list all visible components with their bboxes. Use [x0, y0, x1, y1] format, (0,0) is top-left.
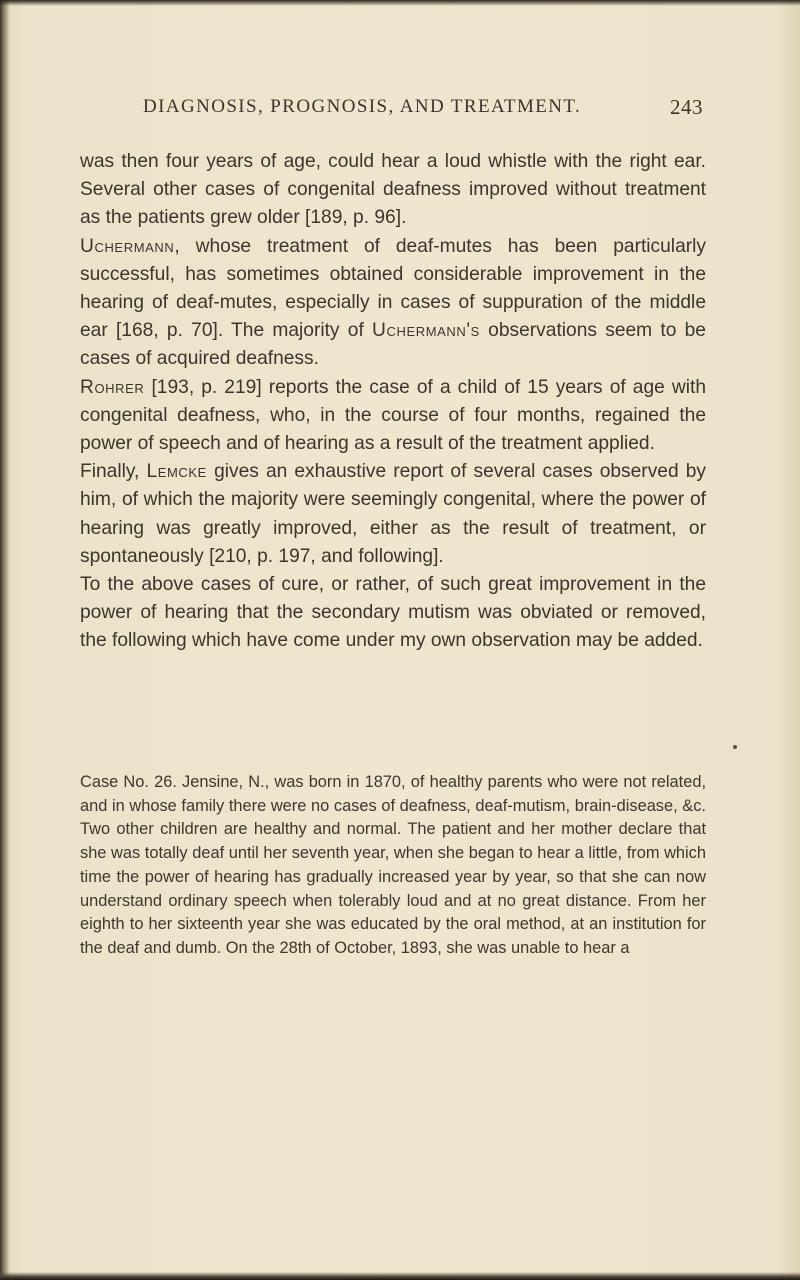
author-uchermann-possessive: Uchermann's [372, 320, 480, 342]
top-page-edge [0, 0, 800, 6]
page-number: 243 [670, 95, 703, 119]
paragraph-3-text: [193, p. 219] reports the case of a child of 15 years of age with congenital deafness, who, in the course of four months, regained the power of speech and of hearing as a result of the treatment applied. [80, 376, 706, 455]
spine-shadow [0, 0, 10, 1280]
running-head [143, 96, 703, 118]
paragraph-2-text-a: , whose treatment of deaf-mutes has been particularly successful, has sometimes obtained considerable improvement in the hearing of deaf-mutes, especially in cases of suppuration of the middle ear [168, p. 70]. The majority of [80, 235, 706, 342]
margin-speck [733, 745, 737, 749]
paragraph-1 [80, 148, 706, 233]
author-lemcke: Lemcke [146, 461, 207, 483]
paragraph-1-text: was then four years of age, could hear a loud whistle with the right ear. Several other cases of congenital deafness improved without treatment as the patients grew older [189, p. 96]. [80, 151, 706, 229]
paragraph-4 [80, 458, 706, 571]
case-26-paragraph: Case No. 26. Jensine, N., was born in 1870, of healthy parents who were not related, and in whose family there were no cases of deafness, deaf-mutism, brain-disease, &c. Two other children are healthy and normal. The patient and her mother declare that she was totally deaf until her seventh year, when she began to hear a little, from which time the power of hearing has gradually increased year by year, so that she can now understand ordinary speech when tolerably loud and at no great distance. From her eighth to her sixteenth year she was educated by the oral method, at an institution for the deaf and dumb. On the 28th of October, 1893, she was unable to hear a [80, 773, 706, 957]
paragraph-5 [80, 571, 706, 656]
author-rohrer: Rohrer [80, 376, 145, 398]
paragraph-2 [80, 233, 706, 374]
author-uchermann: Uchermann [80, 235, 175, 257]
case-report [80, 771, 706, 961]
running-title: DIAGNOSIS, PROGNOSIS, AND TREATMENT. [143, 96, 582, 117]
paragraph-4-text: gives an exhaustive report of several cases observed by him, of which the majority were seemingly congenital, where the power of hearing was greatly improved, either as the result of treatment, or spontaneously [210, p. 197, and following]. [80, 461, 706, 567]
paragraph-3 [80, 374, 706, 459]
paragraph-2-text-b: observations seem to be cases of acquired deafness. [80, 320, 706, 370]
paragraph-5-text: To the above cases of cure, or rather, of such great improvement in the power of hearing that the secondary mutism was obviated or removed, the following which have come under my own observation may be added. [80, 574, 706, 652]
paragraph-4-lead: Finally, [80, 461, 147, 483]
body-text [80, 148, 706, 656]
bottom-page-edge [0, 1272, 800, 1280]
